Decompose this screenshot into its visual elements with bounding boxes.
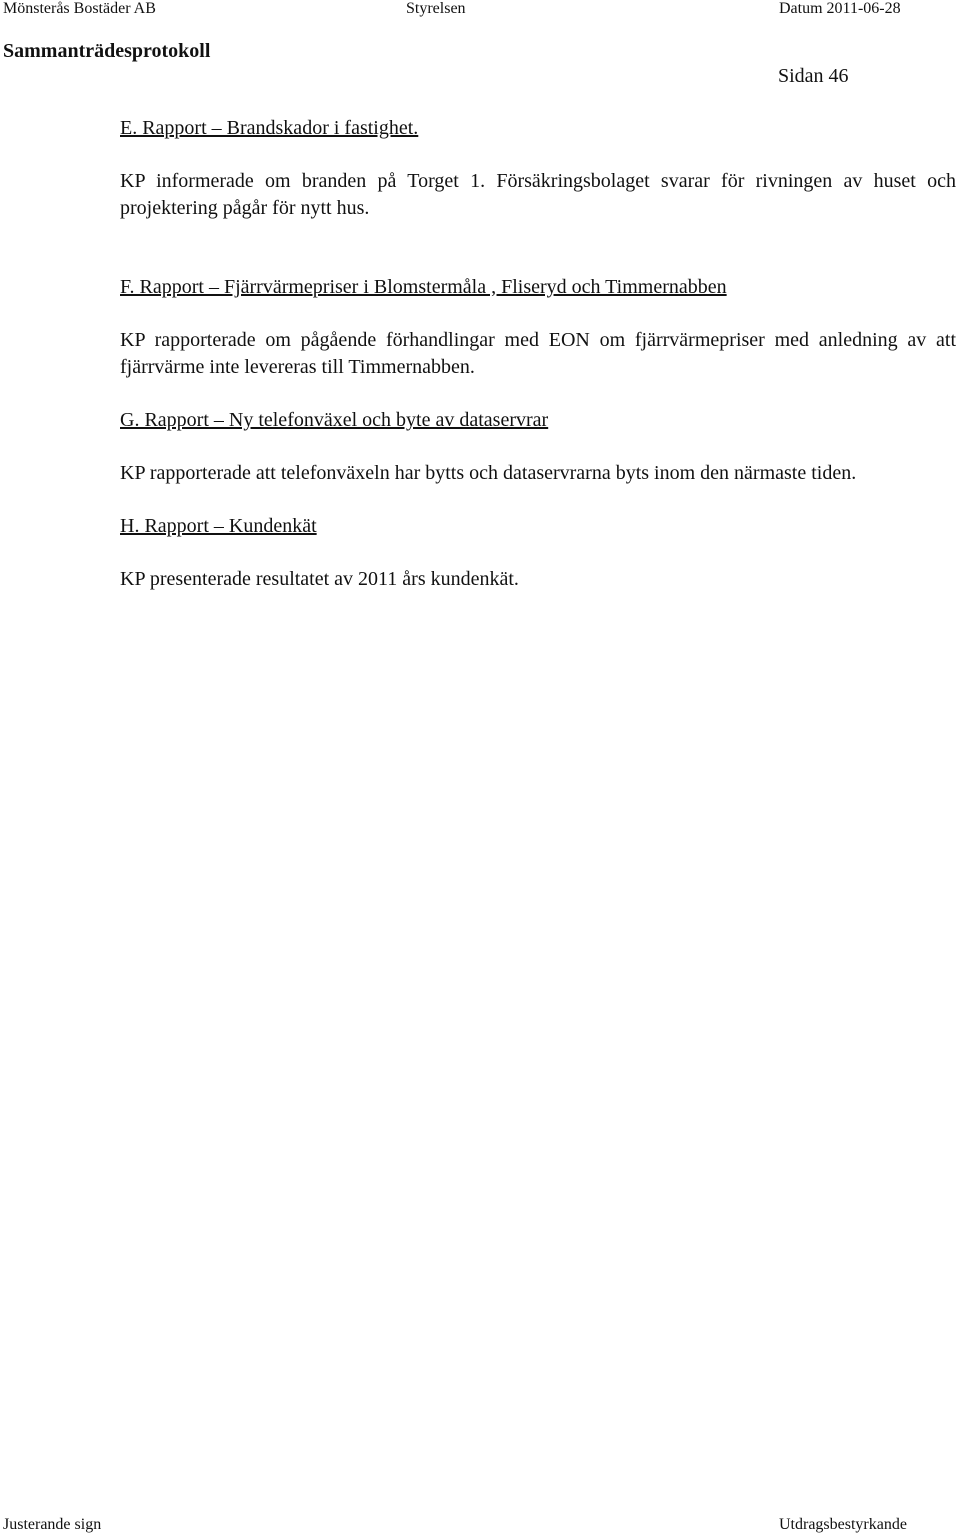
section-heading: F. Rapport – Fjärrvärmepriser i Blomstermåla , Fliseryd och Timmernabben (120, 276, 727, 298)
section-f (120, 274, 956, 381)
header-board: Styrelsen (406, 0, 466, 17)
section-body: KP rapporterade om pågående förhandlingar med EON om fjärrvärmepriser med anledning av att fjärrvärme inte levereras till Timmernabben. (120, 329, 956, 378)
section-h (120, 513, 956, 593)
section-heading: E. Rapport – Brandskador i fastighet. (120, 117, 419, 139)
section-body: KP informerade om branden på Torget 1. Försäkringsbolaget svarar för rivningen av huset och projektering pågår för nytt hus. (120, 170, 956, 219)
section-body: KP presenterade resultatet av 2011 års kundenkät. (120, 568, 519, 590)
section-body: KP rapporterade att telefonväxeln har bytts och dataservrarna byts inom den närmaste tiden. (120, 462, 857, 484)
page-number: Sidan 46 (778, 65, 849, 87)
footer-justerande-sign: Justerande sign (3, 1516, 102, 1533)
section-g (120, 407, 956, 487)
section-heading: H. Rapport – Kundenkät (120, 515, 317, 537)
section-e (120, 115, 956, 222)
document-title: Sammanträdesprotokoll (3, 40, 211, 62)
section-heading: G. Rapport – Ny telefonväxel och byte av dataservrar (120, 409, 549, 431)
header-organization: Mönsterås Bostäder AB (3, 0, 156, 17)
header-date: Datum 2011-06-28 (779, 0, 901, 17)
footer-utdragsbestyrkande: Utdragsbestyrkande (779, 1516, 907, 1533)
protocol-content (120, 115, 956, 593)
